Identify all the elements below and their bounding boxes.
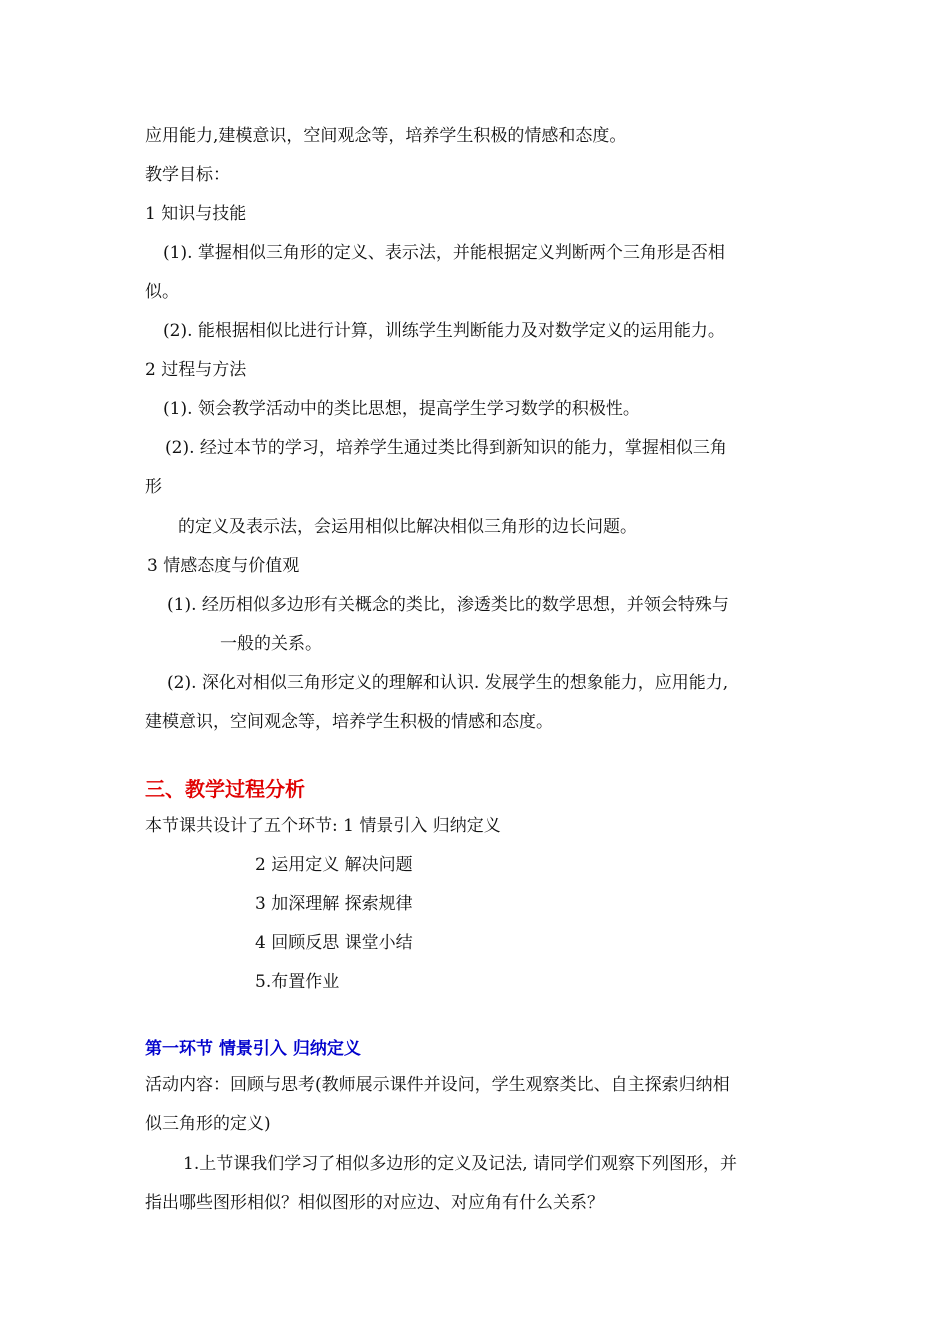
process-item: 5.布置作业: [255, 972, 340, 992]
text-line: (1). 掌握相似三角形的定义、表示法，并能根据定义判断两个三角形是否相: [163, 243, 725, 263]
process-item: 2 运用定义 解决问题: [255, 855, 413, 875]
text-line: (2). 能根据相似比进行计算，训练学生判断能力及对数学定义的运用能力。: [163, 321, 725, 341]
text-line: 形: [145, 477, 162, 497]
step1-heading: 第一环节 情景引入 归纳定义: [145, 1039, 361, 1059]
text-line: 活动内容：回顾与思考(教师展示课件并设问，学生观察类比、自主探索归纳相: [145, 1075, 730, 1095]
text-line: 的定义及表示法，会运用相似比解决相似三角形的边长问题。: [178, 517, 637, 537]
text-line: 3 情感态度与价值观: [147, 556, 300, 576]
process-item: 3 加深理解 探索规律: [255, 894, 413, 914]
text-line: 建模意识，空间观念等，培养学生积极的情感和态度。: [145, 712, 553, 732]
text-line: 指出哪些图形相似？相似图形的对应边、对应角有什么关系？: [145, 1193, 604, 1213]
text-line: 似。: [145, 282, 179, 302]
text-line: 一般的关系。: [220, 634, 322, 654]
text-line: 1 知识与技能: [145, 204, 247, 224]
process-item: 4 回顾反思 课堂小结: [255, 933, 413, 953]
text-line: 教学目标：: [145, 165, 230, 185]
text-line: (1). 领会教学活动中的类比思想，提高学生学习数学的积极性。: [163, 399, 640, 419]
text-line: 2 过程与方法: [145, 360, 247, 380]
text-line: (2). 深化对相似三角形定义的理解和认识. 发展学生的想象能力，应用能力,: [167, 673, 729, 693]
section-heading: 三、教学过程分析: [145, 777, 305, 801]
text-line: 似三角形的定义): [145, 1114, 271, 1134]
process-intro: 本节课共设计了五个环节: 1 情景引入 归纳定义: [145, 816, 501, 836]
text-line: (2). 经过本节的学习，培养学生通过类比得到新知识的能力，掌握相似三角: [165, 438, 727, 458]
text-line: 1.上节课我们学习了相似多边形的定义及记法, 请同学们观察下列图形，并: [183, 1154, 738, 1174]
text-line: 应用能力,建模意识，空间观念等，培养学生积极的情感和态度。: [145, 126, 627, 146]
text-line: (1). 经历相似多边形有关概念的类比，渗透类比的数学思想，并领会特殊与: [167, 595, 729, 615]
